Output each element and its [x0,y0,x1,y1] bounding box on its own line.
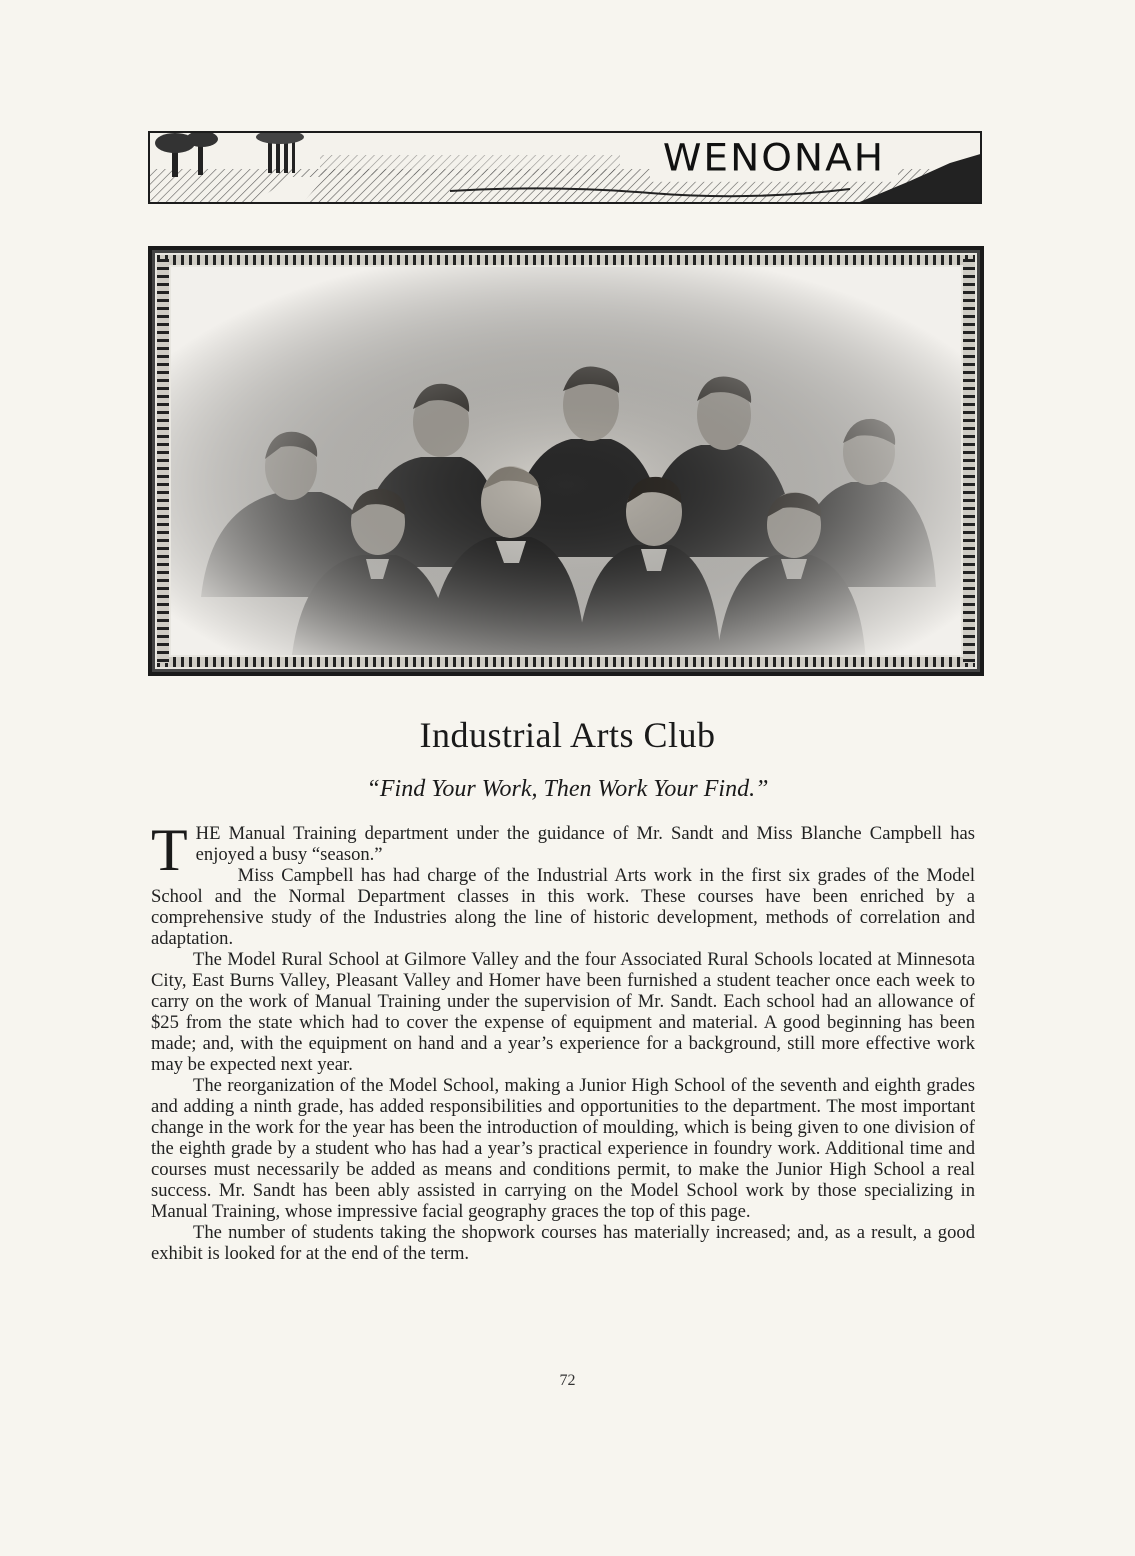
article-paragraph: Miss Campbell has had charge of the Industrial Arts work in the first six grades of the Model School and the Normal Department classes in this work. These courses have been enriched by a comprehensive study of the Industries along the line of historic development, methods of correlation and adaptation. [151,865,975,949]
group-portrait-photo [171,267,961,655]
group-portrait-illustration [171,267,961,655]
article-paragraph: The reorganization of the Model School, making a Junior High School of the seventh and eighth grades and adding a ninth grade, has added responsibilities and opportunities to the department. The most important change in the work for the year has been the introduction of moulding, which is being given to one division of the eighth grade by a student who has had a year’s practical experience in foundry work. Additional time and courses must necessarily be added as means and conditions permit, to make the Junior High School a real success. Mr. Sandt has been ably assisted in carrying on the Model School work by those specializing in Manual Training, whose impressive facial geography graces the top of this page. [151,1075,975,1222]
page-number: 72 [559,1372,576,1389]
frame-border-bottom [157,657,975,667]
frame-border-top [157,255,975,265]
article-paragraph: The Model Rural School at Gilmore Valley and the four Associated Rural Schools located at Minnesota City, East Burns Valley, Pleasant Valley and Homer have been furnished a student teacher once each week to carry on the work of Manual Training under the supervision of Mr. Sandt. Each school had an allowance of $25 from the state which had to cover the expense of equipment and material. A good beginning has been made; and, with the equipment on hand and a year’s experience for a background, still more effective work may be expected next year. [151,949,975,1075]
frame-border-left [157,259,169,663]
photo-frame [148,246,984,676]
header-banner [148,131,982,204]
frame-border-right [963,259,975,663]
article-paragraph: The number of students taking the shopwork courses has materially increased; and, as a result, a good exhibit is looked for at the end of the term. [151,1222,975,1264]
drop-cap: T [151,817,188,883]
page-title: Industrial Arts Club [419,715,716,755]
banner-title: WENONAH [650,136,898,182]
article-paragraph: THE Manual Training department under the guidance of Mr. Sandt and Miss Blanche Campbell has enjoyed a busy “season.” [151,817,975,883]
article-body [151,817,975,1264]
photo-inner-border [152,250,980,672]
club-motto: “Find Your Work, Then Work Your Find.” [366,776,769,802]
